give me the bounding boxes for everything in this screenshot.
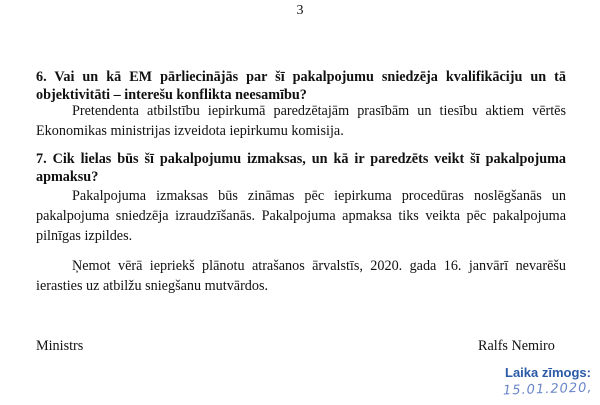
page-number: 3 [296, 3, 304, 18]
absence-note-text: Ņemot vērā iepriekš plānotu atrašanos ārvalstīs, 2020. gada 16. janvārī nevarēšu ierasties uz atbilžu sniegšanu mutvārdos. [36, 258, 566, 294]
question-7: 7. Cik lielas būs šī pakalpojumu izmaksas, un kā ir paredzēts veikt šī pakalpojuma apmaksu? [36, 151, 566, 185]
answer-6-text: Pretendenta atbilstību iepirkumā paredzētajām prasībām un tiesību aktiem vērtēs Ekonomikas ministrijas izveidota iepirkumu komisija. [36, 103, 566, 139]
question-6: 6. Vai un kā EM pārliecinājās par šī pakalpojumu sniedzēja kvalifikāciju un tā objektivitāti – interešu konflikta neesamību? [36, 69, 566, 103]
absence-note [36, 256, 566, 296]
answer-7 [36, 186, 566, 246]
signature-name: Ralfs Nemiro [478, 338, 555, 354]
signature-position: Ministrs [36, 338, 84, 354]
timestamp-date: 15.01.2020, [502, 380, 593, 399]
answer-6 [36, 101, 566, 141]
answer-7-text: Pakalpojuma izmaksas būs zināmas pēc iepirkuma procedūras noslēgšanās un pakalpojuma sniedzēja izraudzīšanās. Pakalpojuma apmaksa tiks veikta pēc pakalpojuma pilnīgas izpildes. [36, 188, 566, 244]
timestamp-label: Laika zīmogs: [505, 365, 591, 380]
